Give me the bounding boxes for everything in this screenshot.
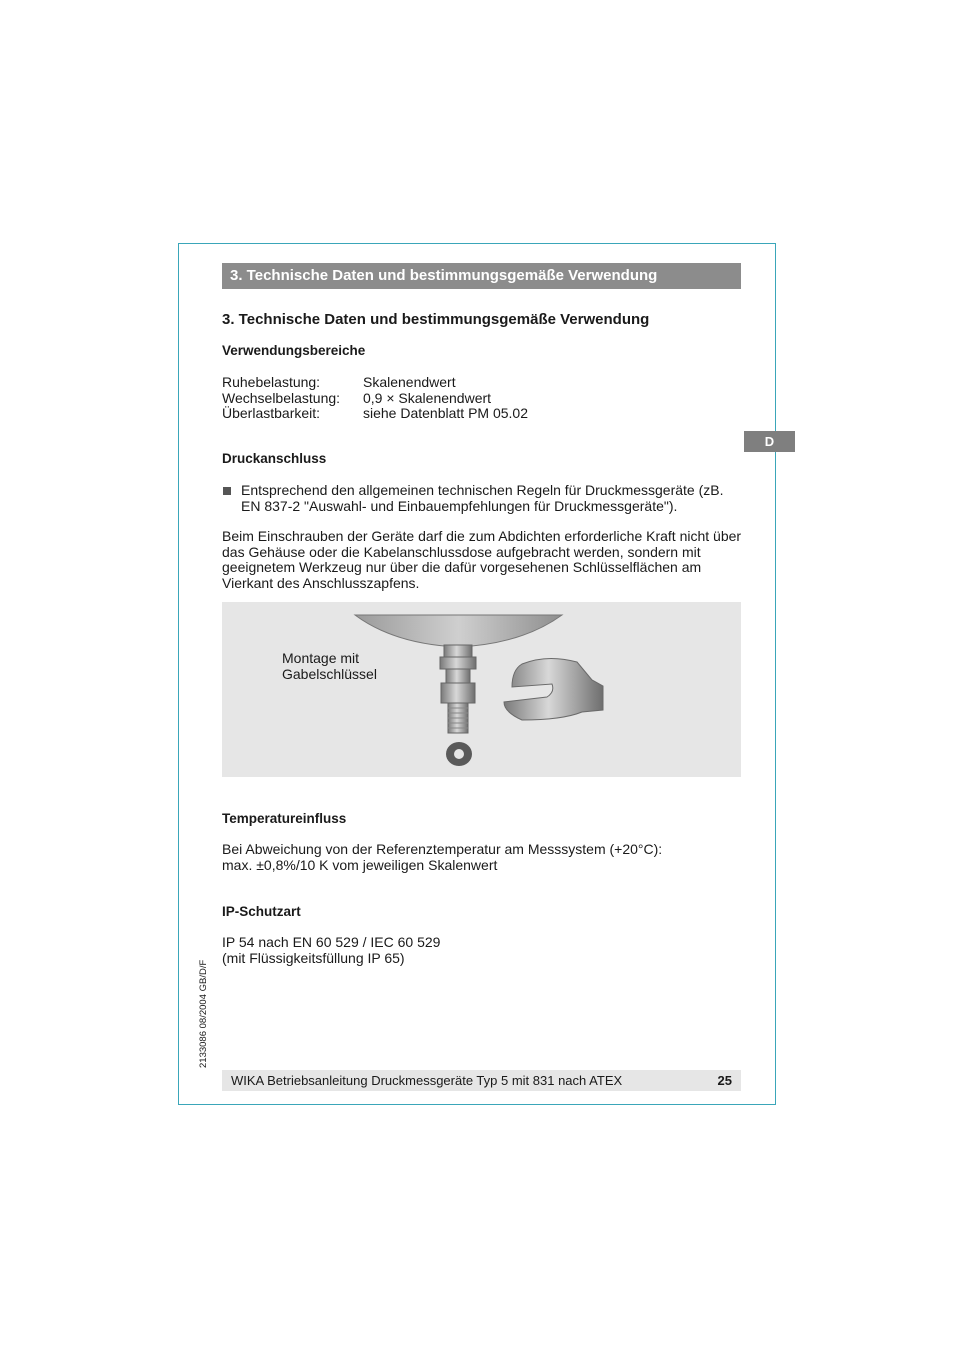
temperature-line2: max. ±0,8%/10 K vom jeweiligen Skalenwert xyxy=(222,857,498,873)
heading-ip: IP-Schutzart xyxy=(222,904,301,919)
footer-text: WIKA Betriebsanleitung Druckmessgeräte Typ 5 mit 831 nach ATEX xyxy=(231,1073,623,1088)
figure-caption-line1: Montage mit xyxy=(282,650,360,666)
document-code: 2133086 08/2004 GB/D/F xyxy=(198,959,209,1068)
page-number: 25 xyxy=(717,1073,732,1088)
spec-value-overload: siehe Datenblatt PM 05.02 xyxy=(363,405,528,421)
heading-temperature: Temperatureinfluss xyxy=(222,811,347,826)
square-bullet-icon xyxy=(223,487,231,495)
temperature-line1: Bei Abweichung von der Referenztemperatur am Messsystem (+20°C): xyxy=(222,841,663,857)
figure-caption-line2: Gabelschlüssel xyxy=(282,665,377,682)
footer-bar xyxy=(222,1070,741,1091)
gauge-and-wrench-illustration xyxy=(222,602,741,777)
section-header-bar: 3. Technische Daten und bestimmungsgemäße Verwendung xyxy=(222,263,741,289)
wrench-mounting-figure xyxy=(222,602,741,777)
language-tab: D xyxy=(744,431,795,452)
ip-line1: IP 54 nach EN 60 529 / IEC 60 529 xyxy=(222,934,441,950)
spec-label-static: Ruhebelastung: xyxy=(222,374,321,390)
connection-paragraph: Beim Einschrauben der Geräte darf die zum Abdichten erforderliche Kraft nicht über das Gehäuse oder die Kabelanschlussdose aufgebracht werden, sondern mit geeignetem Werkzeug nur über die dafür vorgesehenen Schlüsselflächen am Vierkant des Anschlusszapfens. xyxy=(222,528,742,591)
connection-bullet-text: Entsprechend den allgemeinen technischen Regeln für Druckmessgeräte (zB. EN 837-2 "Auswahl- und Einbauempfehlungen für Druckmessgeräte"). xyxy=(241,482,724,514)
heading-usage: Verwendungsbereiche xyxy=(222,343,366,358)
spec-value-static: Skalenendwert xyxy=(363,374,456,390)
spec-value-alternating: 0,9 × Skalenendwert xyxy=(363,390,492,406)
spec-label-overload: Überlastbarkeit: xyxy=(222,405,321,421)
section-title: 3. Technische Daten und bestimmungsgemäße Verwendung xyxy=(222,311,650,328)
heading-connection: Druckanschluss xyxy=(222,451,327,466)
spec-label-alternating: Wechselbelastung: xyxy=(222,390,341,406)
ip-line2: (mit Flüssigkeitsfüllung IP 65) xyxy=(222,950,405,966)
